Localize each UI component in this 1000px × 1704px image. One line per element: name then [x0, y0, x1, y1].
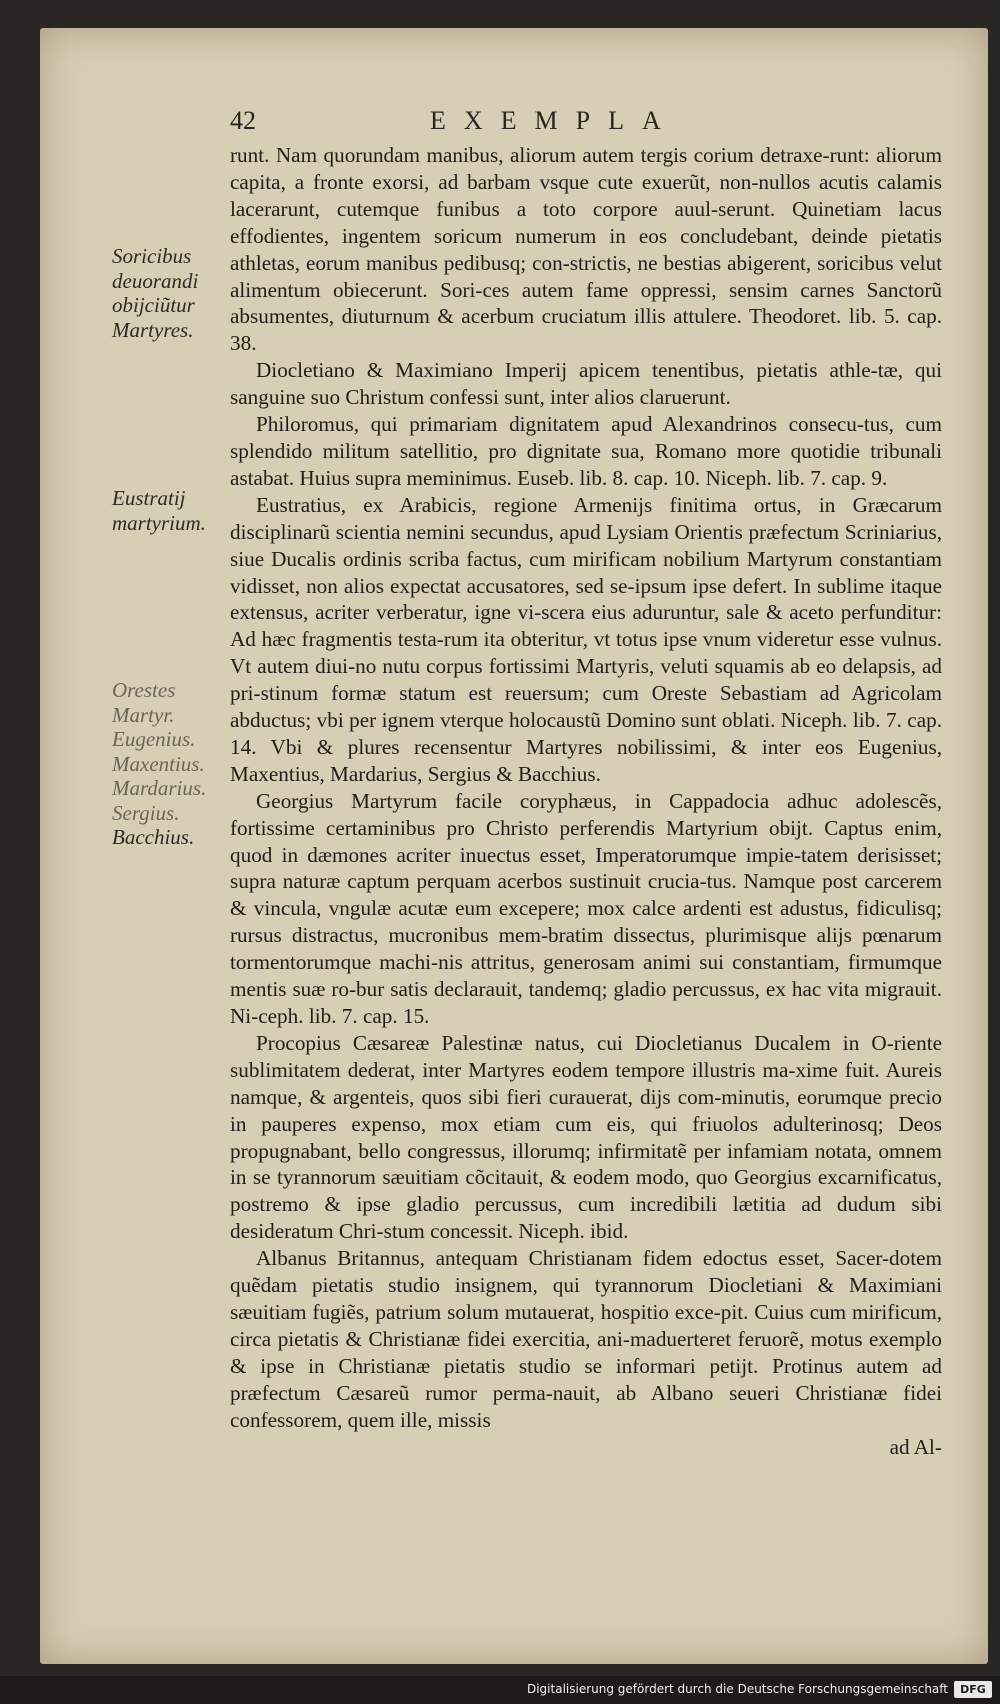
funding-credit: Digitalisierung gefördert durch die Deutsche Forschungsgemeinschaft: [526, 1682, 948, 1696]
margin-note-line: Mardarius.: [112, 776, 207, 800]
paragraph: Albanus Britannus, antequam Christianam fidem edoctus esset, Sacer-dotem quẽdam pietatis studio insignem, qui tyrannorum Diocletiani & Maximiani sæuitiam fugiẽs, patrium solum mutauerat, hospitio exce-pit. Cuius cum mirificum, circa pietatis & Christianæ fidei exercitia, ani-maduerteret feruorẽ, motus exemplo & ipse in Christianæ pietatis studio se informari petijt. Protinus autem ad præfectum Cæsareũ rumor perma-nauit, ab Albano seueri Christianæ fidei confessorem, quem ille, missis: [230, 1246, 942, 1432]
page-number: 42: [230, 106, 256, 135]
margin-note-line: Martyr.: [112, 702, 175, 727]
paragraph: runt. Nam quorundam manibus, aliorum autem tergis corium detraxe-runt: aliorum capita, a fronte exorsi, ad barbam vsque cute exuerũt, non-nullos acutis calamis lacerarunt, cutemque funibus a toto corpore auul-serunt. Quinetiam lacus effodientes, ingentem soricum numerum in eos concludebant, deinde pietatis athletas, eorum manibus pedibusq; con-strictis, ne bestias abigerent, soricibus velut alimentum obiecerunt. Sori-ces autem fame oppressi, sensim carnes Sanctorũ absumentes, diuturnum & acerbum cruciatum illis attulere. Theodoret. lib. 5. cap. 38.: [230, 143, 942, 356]
margin-note-line: Bacchius.: [112, 825, 195, 849]
margin-note-orestes: [112, 678, 230, 850]
paragraph: Procopius Cæsareæ Palestinæ natus, cui Diocletianus Ducalem in O-riente sublimitatem dederat, inter Martyres eodem tempore illustris ma-xime fuit. Aureis namque, & argenteis, quos sibi fieri curauerat, dijs com-minutis, eorumque precio in pauperes expenso, mox etiam cum eis, qui friuolos adulterinosq; Deos propugnabant, bello congressus, illorumq; infirmitatẽ per infamiam notata, omnem in se tyrannorum sæuitiam cõcitauit, & eodem modo, quo Georgius excarnificatus, postremo & ipse gladio percussus, cum incredibili lætitia ad dudum sibi desideratum Chri-stum concessit. Niceph. ibid.: [230, 1030, 942, 1244]
margin-note-line: Maxentius.: [112, 751, 205, 776]
margin-note-line: deuorandi: [112, 268, 199, 293]
paragraph: Georgius Martyrum facile coryphæus, in Cappadocia adhuc adolescẽs, fortissime certaminibus pro Christo perferendis Martyrium obijt. Captus enim, quod in dæmones acriter inuectus esset, Imperatorumque impie-tatem derisisset; supra naturæ captum perquam acerbos sustinuit crucia-tus. Namque post carcerem & vincula, vngulæ acutæ eum excepere; mox calce ardenti est adustus, fidiculisq; rursus distractus, mucronibus mem-bratim dissectus, plurimisque alijs pœnarum tormentorumque machi-nis attritus, generosam animi sui constantiam, firmumque mentis suæ ro-bur satis declarauit, tandemq; gladio percussus, ex hac vita migrauit. Ni-ceph. lib. 7. cap. 15.: [230, 788, 942, 1028]
margin-note-soricibus: [112, 244, 230, 342]
catchword: ad Al-: [889, 1434, 942, 1459]
paragraph: Eustratius, ex Arabicis, regione Armenijs finitima ortus, in Græcarum disciplinarũ scientia nemini secundus, apud Lysiam Orientis præfectum Scriniarius, siue Ducalis ordinis scriba factus, cum mirificam nobilium Martyrum constantiam vidisset, non alios expectat accusatores, sed se-ipsum ipse defert. In sublime itaque extensus, acriter verberatur, igne vi-scera eius aduruntur, sale & aceto perfunditur: Ad hæc fragmentis testa-rum ita obteritur, vt totus ipse vnum videretur esse vulnus. Vt autem diui-no nutu corpus fortissimi Martyris, veluti squamis ab eo delapsis, ad pri-stinum formæ statum est reuersum; cum Oreste Sebastiam ad Agricolam abductus; vbi per ignem vterque holocaustũ Domino sunt oblati. Niceph. lib. 7. cap. 14. Vbi & plures recensentur Martyres nobilissimi, & inter eos Eugenius, Maxentius, Mardarius, Sergius & Bacchius.: [230, 492, 942, 786]
margin-note-line: Sergius.: [112, 800, 180, 825]
margin-note-eustratij: [112, 486, 230, 535]
paragraph: Philoromus, qui primariam dignitatem apud Alexandrinos consecu-tus, cum splendido militum satellitio, pro dignitate sua, Romano more quotidie tribunali astabat. Huius supra meminimus. Euseb. lib. 8. cap. 10. Niceph. lib. 7. cap. 9.: [230, 412, 942, 490]
footer-bar: [0, 1676, 1000, 1704]
margin-note-line: Orestes: [112, 678, 176, 702]
margin-note-line: martyrium.: [112, 510, 206, 535]
dfg-logo-icon: DFG: [954, 1681, 992, 1698]
margin-note-line: Soricibus: [112, 244, 192, 268]
book-page: [40, 28, 988, 1664]
margin-note-line: obijciũtur: [112, 293, 195, 317]
margin-note-line: Martyres.: [112, 317, 194, 342]
running-title: EXEMPLA: [430, 106, 679, 135]
page-header: [40, 106, 988, 146]
paragraph: Diocletiano & Maximiano Imperij apicem tenentibus, pietatis athle-tæ, qui sanguine suo Christum confessi sunt, inter alios claruerunt.: [230, 358, 942, 410]
margin-note-line: Eugenius.: [112, 727, 196, 751]
margin-note-line: Eustratij: [112, 486, 186, 510]
main-text: [230, 142, 942, 1460]
